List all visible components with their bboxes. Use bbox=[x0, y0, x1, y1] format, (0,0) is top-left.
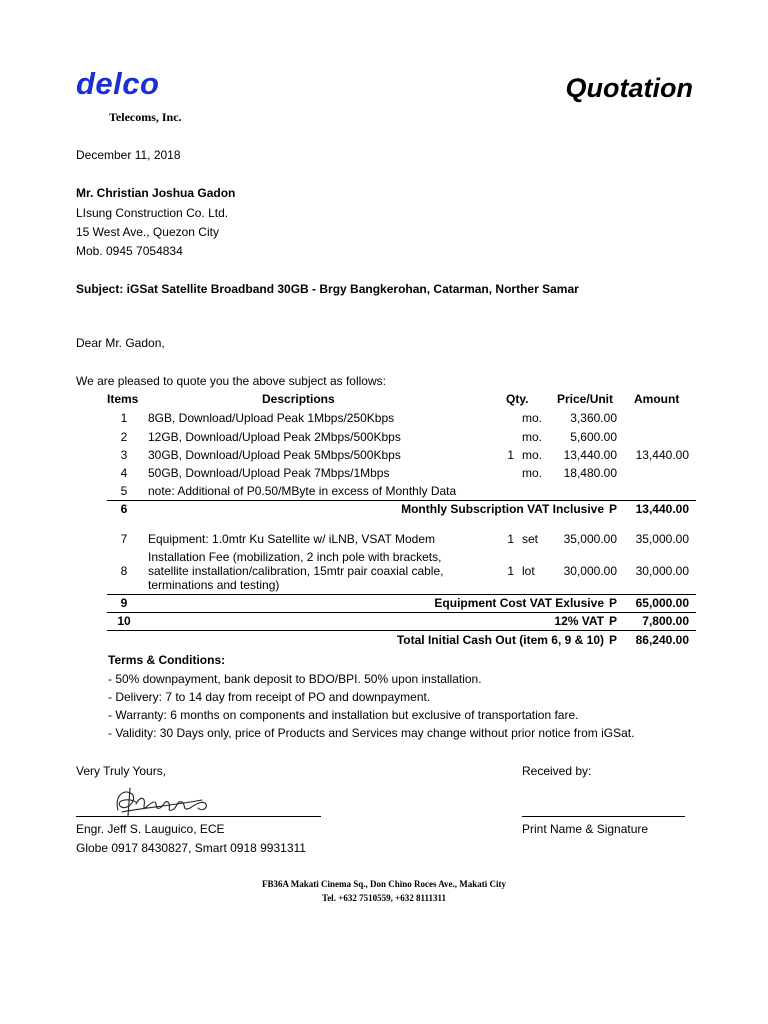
footer-telephone: Tel. +632 7510559, +632 8111311 bbox=[322, 893, 446, 903]
company-subtitle: Telecoms, Inc. bbox=[109, 110, 182, 124]
col-header-amount: Amount bbox=[634, 392, 680, 406]
signature-line bbox=[76, 816, 321, 817]
row-number: 6 bbox=[120, 502, 128, 516]
row-amount: 13,440.00 bbox=[635, 448, 689, 462]
table-divider bbox=[107, 500, 696, 501]
row-qty-number: 1 bbox=[507, 564, 514, 578]
row-price: 18,480.00 bbox=[563, 466, 617, 480]
row-qty-unit: lot bbox=[522, 564, 535, 578]
row-description: 50GB, Download/Upload Peak 7Mbps/1Mbps bbox=[148, 466, 390, 480]
row-number: 2 bbox=[120, 430, 128, 444]
equipment-cost-amount: 65,000.00 bbox=[635, 596, 689, 610]
currency-symbol: P bbox=[609, 614, 618, 628]
row-description: 12GB, Download/Upload Peak 2Mbps/500Kbps bbox=[148, 430, 401, 444]
row-price: 30,000.00 bbox=[563, 564, 617, 578]
subtotal-label: Monthly Subscription VAT Inclusive bbox=[401, 502, 604, 516]
row-description: 8GB, Download/Upload Peak 1Mbps/250Kbps bbox=[148, 411, 395, 425]
row-description: note: Additional of P0.50/MByte in excess of Monthly Data bbox=[148, 484, 457, 498]
col-header-qty: Qty. bbox=[506, 392, 529, 406]
quote-date: December 11, 2018 bbox=[76, 148, 181, 162]
col-header-items: Items bbox=[107, 392, 139, 406]
received-signature-line bbox=[522, 816, 685, 817]
row-description-line3: terminations and testing) bbox=[148, 578, 280, 592]
terms-item: - Validity: 30 Days only, price of Products and Services may change without prior notice from iGSat. bbox=[108, 726, 635, 740]
row-number: 1 bbox=[120, 411, 128, 425]
currency-symbol: P bbox=[609, 502, 618, 516]
col-header-descriptions: Descriptions bbox=[262, 392, 335, 406]
row-description-line1: Installation Fee (mobilization, 2 inch pole with brackets, bbox=[148, 550, 442, 564]
row-qty-number: 1 bbox=[507, 448, 514, 462]
row-qty-unit: set bbox=[522, 532, 539, 546]
row-description: Equipment: 1.0mtr Ku Satellite w/ iLNB, VSAT Modem bbox=[148, 532, 436, 546]
row-number: 9 bbox=[120, 596, 128, 610]
row-number: 3 bbox=[120, 448, 128, 462]
row-price: 5,600.00 bbox=[570, 430, 617, 444]
received-by-label: Received by: bbox=[522, 764, 592, 778]
subtotal-amount: 13,440.00 bbox=[635, 502, 689, 516]
recipient-address: 15 West Ave., Quezon City bbox=[76, 225, 219, 239]
document-title: Quotation bbox=[565, 73, 693, 103]
row-number: 8 bbox=[120, 564, 128, 578]
company-logo: delco bbox=[76, 66, 160, 101]
table-divider bbox=[107, 630, 696, 631]
row-price: 3,360.00 bbox=[570, 411, 617, 425]
row-qty-unit: mo. bbox=[522, 448, 543, 462]
row-number: 10 bbox=[117, 614, 131, 628]
row-amount: 35,000.00 bbox=[635, 532, 689, 546]
row-qty-number: 1 bbox=[507, 532, 514, 546]
total-amount: 86,240.00 bbox=[635, 633, 689, 647]
currency-symbol: P bbox=[609, 633, 618, 647]
row-price: 13,440.00 bbox=[563, 448, 617, 462]
table-divider bbox=[107, 594, 696, 595]
recipient-mobile: Mob. 0945 7054834 bbox=[76, 244, 183, 258]
terms-item: - 50% downpayment, bank deposit to BDO/BPI. 50% upon installation. bbox=[108, 672, 482, 686]
terms-heading: Terms & Conditions: bbox=[108, 653, 226, 667]
row-description-line2: satellite installation/calibration, 15mtr pair coaxial cable, bbox=[148, 564, 444, 578]
row-qty-unit: mo. bbox=[522, 430, 543, 444]
signer-name: Engr. Jeff S. Lauguico, ECE bbox=[76, 822, 225, 836]
signer-phones: Globe 0917 8430827, Smart 0918 9931311 bbox=[76, 841, 306, 855]
total-label: Total Initial Cash Out (item 6, 9 & 10) bbox=[396, 633, 604, 647]
table-divider bbox=[107, 612, 696, 613]
equipment-cost-label: Equipment Cost VAT Exlusive bbox=[434, 596, 604, 610]
row-amount: 30,000.00 bbox=[635, 564, 689, 578]
recipient-company: LIsung Construction Co. Ltd. bbox=[76, 206, 229, 220]
row-qty-unit: mo. bbox=[522, 466, 543, 480]
currency-symbol: P bbox=[609, 596, 618, 610]
footer-address: FB36A Makati Cinema Sq., Don Chino Roces Ave., Makati City bbox=[261, 879, 507, 889]
terms-item: - Warranty: 6 months on components and installation but exclusive of transportation fare. bbox=[108, 708, 579, 722]
vat-amount: 7,800.00 bbox=[642, 614, 689, 628]
intro-text: We are pleased to quote you the above subject as follows: bbox=[76, 374, 386, 388]
col-header-price: Price/Unit bbox=[557, 392, 614, 406]
subject-line: Subject: iGSat Satellite Broadband 30GB - Brgy Bangkerohan, Catarman, Norther Samar bbox=[76, 282, 579, 296]
print-name-label: Print Name & Signature bbox=[522, 822, 649, 836]
row-qty-unit: mo. bbox=[522, 411, 543, 425]
closing-text: Very Truly Yours, bbox=[76, 764, 167, 778]
row-number: 4 bbox=[120, 466, 128, 480]
terms-item: - Delivery: 7 to 14 day from receipt of PO and downpayment. bbox=[108, 690, 431, 704]
vat-label: 12% VAT bbox=[554, 614, 604, 628]
row-number: 7 bbox=[120, 532, 128, 546]
recipient-name: Mr. Christian Joshua Gadon bbox=[76, 186, 236, 200]
salutation: Dear Mr. Gadon, bbox=[76, 336, 165, 350]
row-price: 35,000.00 bbox=[563, 532, 617, 546]
row-number: 5 bbox=[120, 484, 128, 498]
row-description: 30GB, Download/Upload Peak 5Mbps/500Kbps bbox=[148, 448, 401, 462]
signature-image bbox=[110, 782, 214, 824]
